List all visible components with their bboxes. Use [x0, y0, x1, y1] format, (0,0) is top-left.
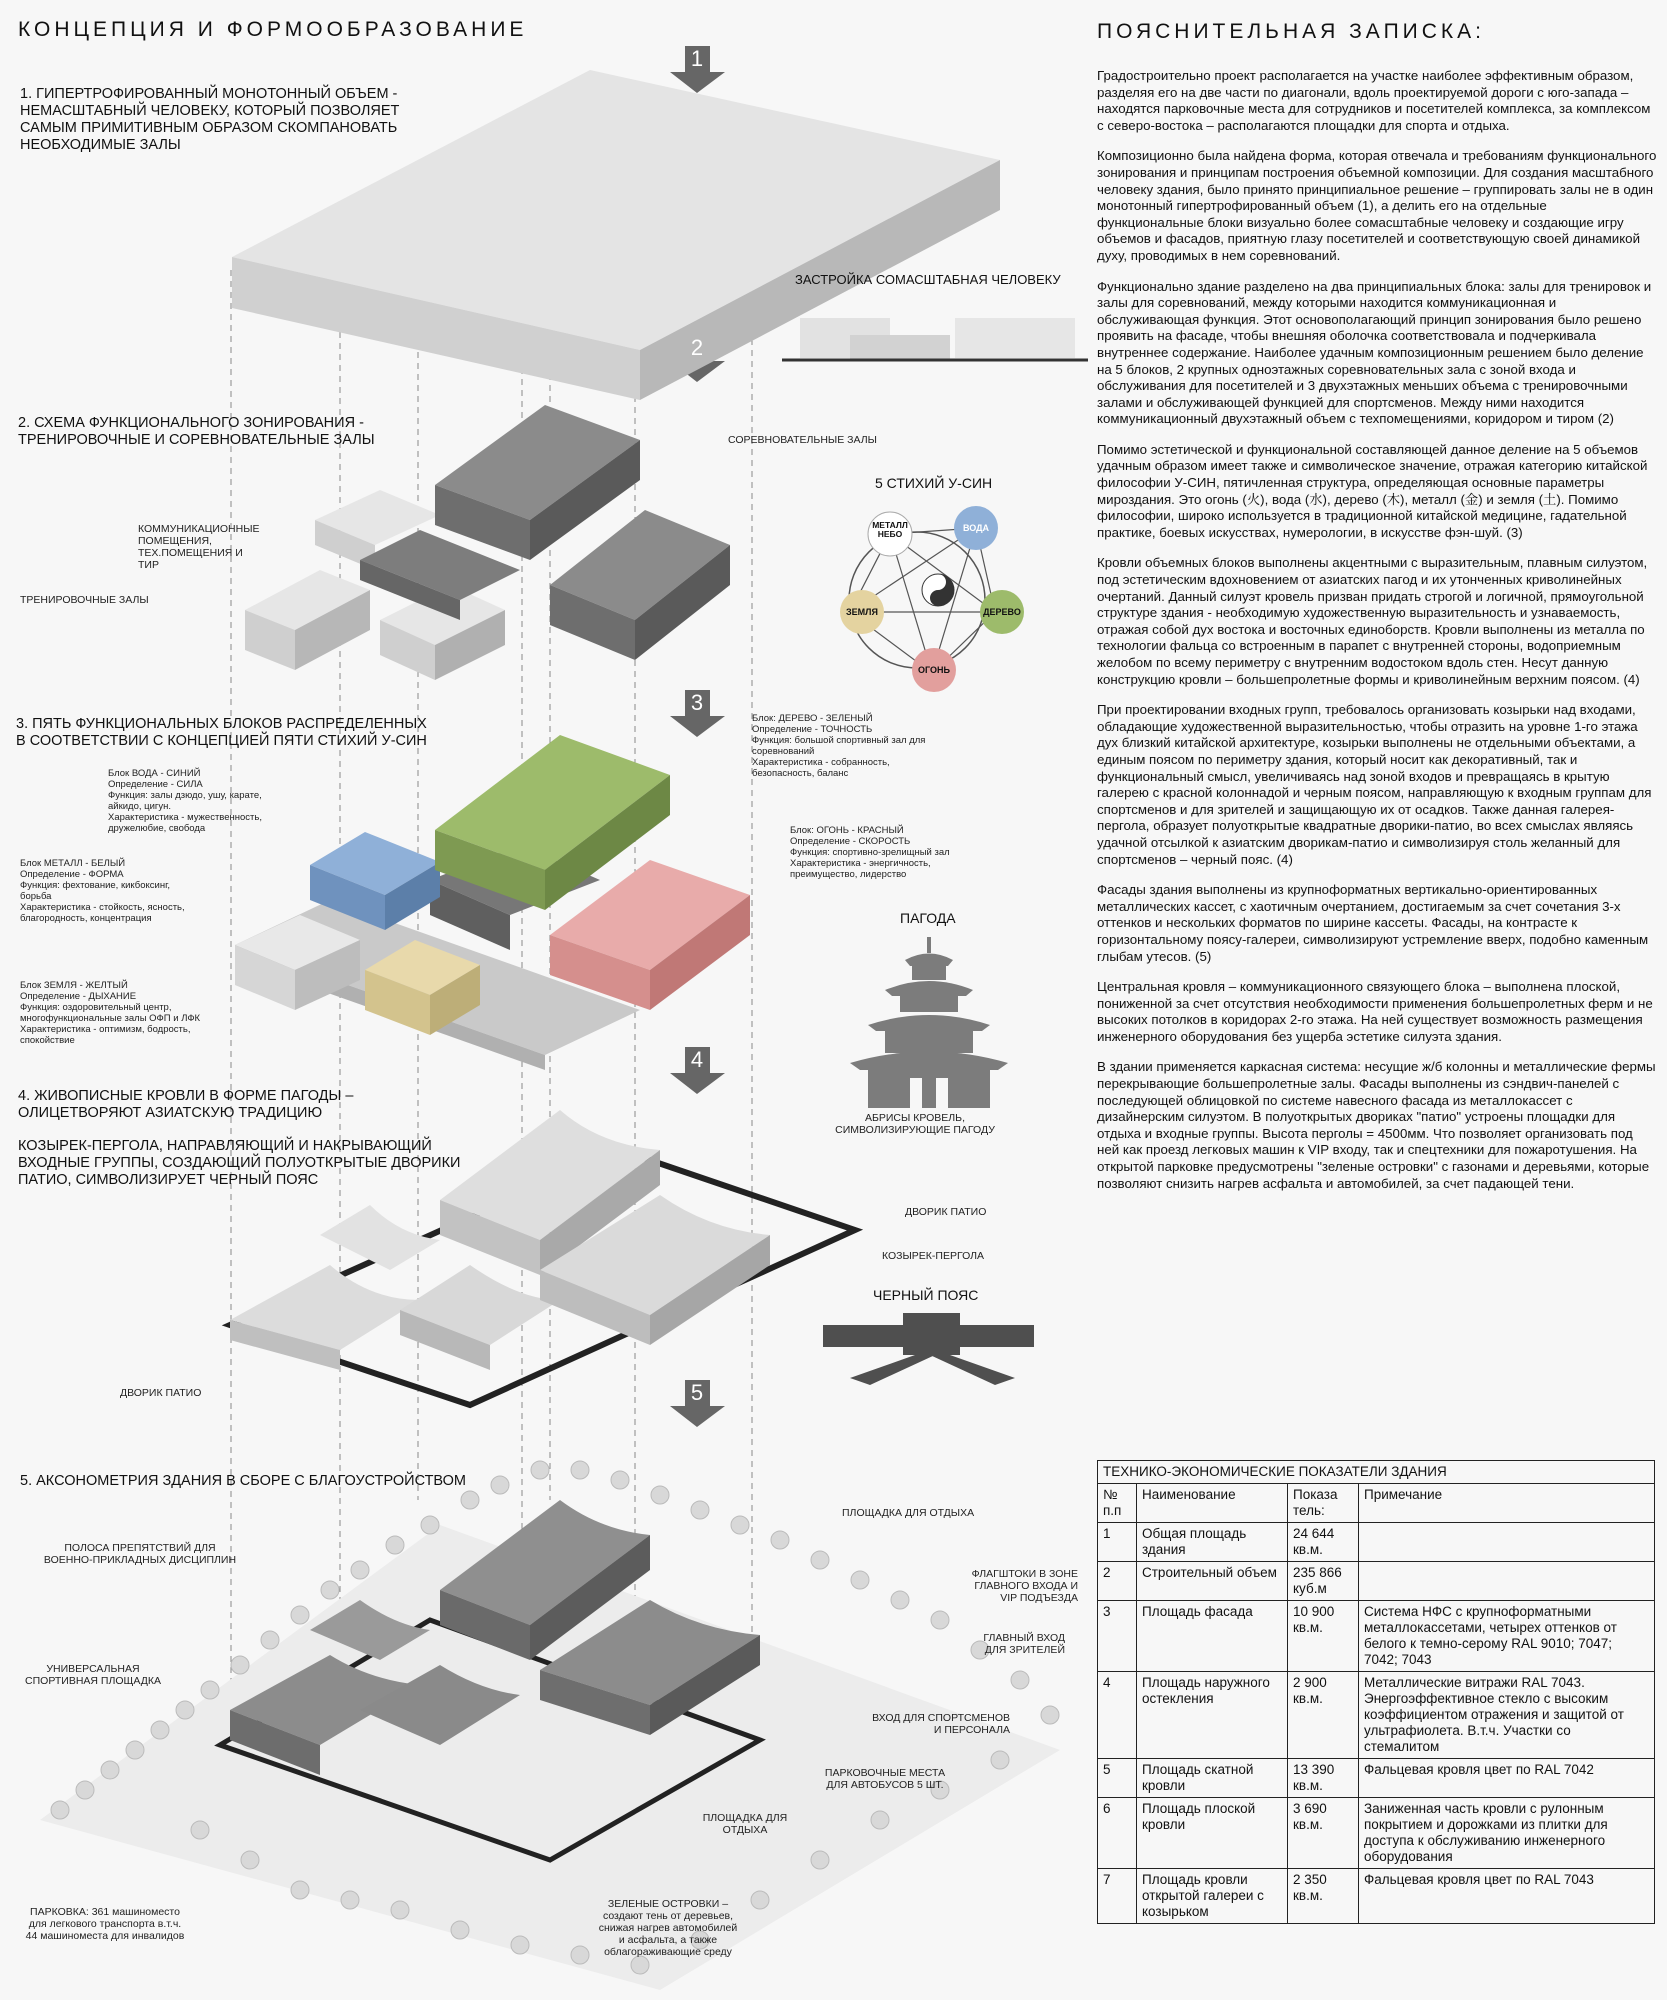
- table-row: [1098, 1759, 1655, 1798]
- table-header: Примечание: [1359, 1484, 1655, 1523]
- table-cell: Площадь наружного остекления: [1137, 1672, 1288, 1759]
- table-cell: 2: [1098, 1562, 1137, 1601]
- table-cell: 3 690 кв.м.: [1288, 1798, 1359, 1869]
- table-cell: 2 900 кв.м.: [1288, 1672, 1359, 1759]
- label-rest-area-1: ПЛОЩАДКА ДЛЯ ОТДЫХА: [842, 1507, 975, 1519]
- step5-caption: 5. АКСОНОМЕТРИЯ ЗДАНИЯ В СБОРЕ С БЛАГОУСТРОЙСТВОМ: [20, 1473, 466, 1489]
- table-cell: Система НФС с крупноформатными металлокассетами, четырех оттенков от белого к темно-серому RAL 9010; 7047; 7042; 7043: [1359, 1601, 1655, 1672]
- table-row: [1098, 1869, 1655, 1924]
- label-obstacle-course: ПОЛОСА ПРЕПЯТСТВИЙ ДЛЯ ВОЕННО-ПРИКЛАДНЫХ ДИСЦИПЛИН: [43, 1542, 237, 1566]
- step1-caption: 1. ГИПЕРТРОФИРОВАННЫЙ МОНОТОННЫЙ ОБЪЕМ - НЕМАСШТАБНЫЙ ЧЕЛОВЕКУ, КОТОРЫЙ ПОЗВОЛЯЕТ САМЫМ ПРИМИТИВНЫМ ОБРАЗОМ СКОМПАНОВАТЬ НЕОБХОДИМЫЕ ЗАЛЫ: [20, 86, 400, 153]
- note-paragraph-5: Кровли объемных блоков выполнены акцентными с выразительным, плавным силуэтом, под эстетическим вдохновением от азиатских пагод и их утонченных криволинейных очертаний. Данный силуэт кровель призван придать строгой и логичной, прямоугольной структуре здания - необходимую художественную выразительность и узнаваемость, отражая собой дух востока и восточных единоборств. Кровли выполнены из металла по технологии фальца со встроенным в парапет с внутренней стороны, водоприемным желобом по всему периметру с внутренним водостоком вдоль стен. Несут данную конструкцию кровли – большепролетные формы и криволинейным верхним поясом. (4): [1097, 555, 1648, 687]
- table-row: [1098, 1672, 1655, 1759]
- note-paragraph-4: Помимо эстетической и функциональной составляющей данное деление на 5 объемов удачным образом имеет также и символическое значение, отражая категорию китайской философии У-СИН, пятичленная структура, определяющая основные параметры мироздания. Это огонь (火), вода (水), дерево (木), металл (金) и земля (土). Помимо философии, широко используется в традиционной китайской медицине, гадательной практике, боевых искусствах, нумерологии, в искусстве фэн-шуй. (3): [1097, 441, 1648, 540]
- table-cell: Площадь скатной кровли: [1137, 1759, 1288, 1798]
- table-cell: 2 350 кв.м.: [1288, 1869, 1359, 1924]
- label-parking: ПАРКОВКА: 361 машиноместо для легкового транспорта в.т.ч. 44 машиноместа для инвалидов: [25, 1906, 185, 1942]
- label-main-entry: ГЛАВНЫЙ ВХОД ДЛЯ ЗРИТЕЛЕЙ: [983, 1632, 1065, 1656]
- pagoda-icon: [850, 937, 1008, 1108]
- table-header: Показа тель:: [1288, 1484, 1359, 1523]
- table-cell: Площадь кровли открытой галереи с козырьком: [1137, 1869, 1288, 1924]
- black-belt-icon: [823, 1313, 1034, 1385]
- table-cell: 3: [1098, 1601, 1137, 1672]
- note-paragraph-2: Композиционно была найдена форма, которая отвечала и требованиям функционального зонирования и принципам построения объемной композиции. Для создания масштабного человеку здания, было принято принципиальное решение – группировать залы не в один монотонный гипертрофированный объем (1), а делить его на отдельные функциональные блоки визуально более сомасштабные человеку и создающие игру объемов и фасадов, приятную глазу посетителей и соответствующую своей динамикой духу, проводимых в нем соревнований.: [1097, 148, 1657, 263]
- table-cell: Общая площадь здания: [1137, 1523, 1288, 1562]
- pagoda-caption: ПАГОДА: [900, 910, 956, 926]
- label-flagpoles: ФЛАГШТОКИ В ЗОНЕ ГЛАВНОГО ВХОДА И VIP ПОДЪЕЗДА: [971, 1568, 1078, 1604]
- table-cell: Строительный объем: [1137, 1562, 1288, 1601]
- table-cell: 4: [1098, 1672, 1137, 1759]
- step4-pergola-caption: КОЗЫРЕК-ПЕРГОЛА, НАПРАВЛЯЮЩИЙ И НАКРЫВАЮЩИЙ ВХОДНЫЕ ГРУППЫ, СОЗДАЮЩИЙ ПОЛУОТКРЫТЫЕ ДВОРИКИ ПАТИО, СИМВОЛИЗИРУЕТ ЧЕРНЫЙ ПОЯС: [18, 1138, 461, 1188]
- step-number-3: 3: [690, 690, 704, 715]
- table-cell: Фальцевая кровля цвет по RAL 7042: [1359, 1759, 1655, 1798]
- table-cell: Площадь фасада: [1137, 1601, 1288, 1672]
- table-row: [1098, 1523, 1655, 1562]
- table-cell: 5: [1098, 1759, 1137, 1798]
- block-metal-desc: Блок МЕТАЛЛ - БЕЛЫЙ Определение - ФОРМА Функция: фехтование, кикбоксинг, борьба Характеристика - стойкость, ясность, благородность, концентрация: [20, 858, 185, 924]
- wuxing-metal-label: МЕТАЛЛ НЕБО: [872, 520, 908, 539]
- step-number-2: 2: [690, 335, 704, 360]
- table-header-row: [1098, 1484, 1655, 1523]
- table-title: ТЕХНИКО-ЭКОНОМИЧЕСКИЕ ПОКАЗАТЕЛИ ЗДАНИЯ: [1098, 1461, 1655, 1484]
- block-water-desc: Блок ВОДА - СИНИЙ Определение - СИЛА Функция: залы дзюдо, ушу, карате, айкидо, цигун. Характеристика - мужественность, дружелюбие, свобода: [108, 768, 262, 834]
- table-cell: 10 900 кв.м.: [1288, 1601, 1359, 1672]
- table-row: [1098, 1601, 1655, 1672]
- step-number-5: 5: [690, 1380, 704, 1405]
- label-training-halls: ТРЕНИРОВОЧНЫЕ ЗАЛЫ: [20, 594, 149, 606]
- label-patio-2: ДВОРИК ПАТИО: [120, 1387, 202, 1399]
- step-number-1: 1: [690, 46, 704, 71]
- note-paragraph-1: Градостроительно проект располагается на участке наиболее эффективным образом, разделяя его на две части по диагонали, вдоль проектируемой дороги с юго-запада – находятся парковочные места для сотрудников и посетителей комплекса, за комплексом с северо-востока – располагаются площадки для спорта и отдыха.: [1097, 68, 1651, 133]
- table-cell: 235 866 куб.м: [1288, 1562, 1359, 1601]
- table-row: [1098, 1798, 1655, 1869]
- label-universal-ground: УНИВЕРСАЛЬНАЯ СПОРТИВНАЯ ПЛОЩАДКА: [25, 1663, 161, 1687]
- table-cell: Фальцевая кровля цвет по RAL 7043: [1359, 1869, 1655, 1924]
- table-row: [1098, 1562, 1655, 1601]
- block-wood-desc: Блок: ДЕРЕВО - ЗЕЛЕНЫЙ Определение - ТОЧНОСТЬ Функция: большой спортивный зал для соревнований Характеристика - собранность, безопасность, баланс: [752, 713, 926, 779]
- tech-economic-table: [1097, 1460, 1655, 1924]
- table-cell: Металлические витражи RAL 7043. Энергоэффективное стекло с высоким коэффициентом отражения и защитой от ультрафиолета. В.т.ч. Участки со стемалитом: [1359, 1672, 1655, 1759]
- table-cell: Площадь плоской кровли: [1137, 1798, 1288, 1869]
- wuxing-fire-label: ОГОНЬ: [918, 665, 950, 675]
- note-paragraph-3: Функционально здание разделено на два принципиальных блока: залы для тренировок и залы для соревнований, между которыми находится коммуникационная и обслуживающая функция. Этот основополагающий принцип зонирования было решено проявить на фасаде, чтобы внешняя оболочка соответствовала и подчеркивала внутреннее содержание. Наиболее удачным композиционным решением было деление на 5 блоков, 2 крупных одноэтажных соревновательных зала с зоной входа и обслуживания для посетителей и 3 двухэтажных меньших объема с тренировочными залами и обслуживающей функцией для спортсменов. Между ними находится коммуникационный двухэтажный объем с техпомещениями, коридором и тиром (2): [1097, 278, 1652, 427]
- step2-caption: 2. СХЕМА ФУНКЦИОНАЛЬНОГО ЗОНИРОВАНИЯ - ТРЕНИРОВОЧНЫЕ И СОРЕВНОВАТЕЛЬНЫЕ ЗАЛЫ: [18, 415, 375, 448]
- block-earth-desc: Блок ЗЕМЛЯ - ЖЕЛТЫЙ Определение - ДЫХАНИЕ Функция: оздоровительный центр, многофункциональные залы ОФП и ЛФК Характеристика - оптимизм, бодрость, спокойствие: [20, 980, 201, 1046]
- table-header: Наименование: [1137, 1484, 1288, 1523]
- wuxing-water-label: ВОДА: [962, 523, 990, 533]
- table-cell: 13 390 кв.м.: [1288, 1759, 1359, 1798]
- label-communication: КОММУНИКАЦИОННЫЕ ПОМЕЩЕНИЯ, ТЕХ.ПОМЕЩЕНИЯ И ТИР: [138, 523, 260, 571]
- table-cell: 6: [1098, 1798, 1137, 1869]
- label-competition-halls: СОРЕВНОВАТЕЛЬНЫЕ ЗАЛЫ: [728, 434, 877, 446]
- table-cell: 1: [1098, 1523, 1137, 1562]
- label-roof-outlines: АБРИСЫ КРОВЕЛЬ, СИМВОЛИЗИРУЮЩИЕ ПАГОДУ: [835, 1112, 995, 1136]
- table-cell: 7: [1098, 1869, 1137, 1924]
- five-blocks: [235, 735, 750, 1070]
- scale-caption: ЗАСТРОЙКА СОМАСШТАБНАЯ ЧЕЛОВЕКУ: [795, 272, 1061, 287]
- note-paragraph-8: Центральная кровля – коммуникационного связующего блока – выполнена плоской, пониженной за счет отсутствия необходимости применения большепролетных ферм и не высоких потолков в коридорах 2-го этажа. На ней существует возможность размещения инженерного оборудования без ущерба эстетике силуэта здания.: [1097, 979, 1653, 1044]
- table-header: № п.п: [1098, 1484, 1137, 1523]
- wuxing-earth-label: ЗЕМЛЯ: [846, 607, 878, 617]
- label-staff-entry: ВХОД ДЛЯ СПОРТСМЕНОВ И ПЕРСОНАЛА: [872, 1712, 1010, 1736]
- label-green-islands: ЗЕЛЕНЫЕ ОСТРОВКИ – создают тень от деревьев, снижая нагрев автомобилей и асфальта, а также облагораживающие среду: [598, 1898, 738, 1958]
- label-patio-1: ДВОРИК ПАТИО: [905, 1206, 987, 1218]
- label-rest-area-2: ПЛОЩАДКА ДЛЯ ОТДЫХА: [702, 1812, 788, 1836]
- block-fire-desc: Блок: ОГОНЬ - КРАСНЫЙ Определение - СКОРОСТЬ Функция: спортивно-зрелищный зал Характеристика - энергичность, преимущество, лидерство: [790, 825, 950, 880]
- step3-caption: 3. ПЯТЬ ФУНКЦИОНАЛЬНЫХ БЛОКОВ РАСПРЕДЕЛЕННЫХ В СООТВЕТСТВИИ С КОНЦЕПЦИЕЙ ПЯТИ СТИХИЙ У-СИН: [16, 716, 427, 749]
- explanatory-note: [1097, 68, 1657, 1206]
- label-bus-parking: ПАРКОВОЧНЫЕ МЕСТА ДЛЯ АВТОБУСОВ 5 ШТ.: [824, 1767, 946, 1791]
- label-pergola: КОЗЫРЕК-ПЕРГОЛА: [882, 1250, 985, 1262]
- table-cell: 24 644 кв.м.: [1288, 1523, 1359, 1562]
- left-title: КОНЦЕПЦИЯ И ФОРМООБРАЗОВАНИЕ: [18, 18, 528, 41]
- note-paragraph-6: При проектировании входных групп, требовалось организовать козырьки над входами, обладающие художественной выразительностью, чтобы отразить на уровне 1-го этажа дух близкий китайской архитектуре, козырьки выполнены не отдельными объектами, а единым поясом по периметру здания, который носит как декоративный, так и функциональный смысл, увеличиваясь над зоной входов и превращаясь в крытую галерею с красной колоннадой и черным поясом, направляющую к входным группам для спортсменов и для зрителей и защищающую их от осадков. Также данная галерея-пергола, образует полуоткрытые квадратные дворики-патио, во всех смыслах являясь удачной отсылкой к азиатским дворикам-патио и символизируя столь желанный для спортсменов – черный пояс. (4): [1097, 702, 1652, 867]
- note-paragraph-7: Фасады здания выполнены из крупноформатных вертикально-ориентированных металлических кассет, с хаотичным очертанием, достигаемым за счет сочетания 3-х оттенков и нескольких форматов по ширине кассеты. Фасады, на контрасте к горизонтальному поясу-галереи, символизируют устремление вверх, подобно каменным глыбам утесов. (5): [1097, 882, 1649, 964]
- step-number-4: 4: [690, 1047, 704, 1072]
- table-cell: [1359, 1523, 1655, 1562]
- human-scale-sketch: [782, 318, 1088, 360]
- table-cell: [1359, 1562, 1655, 1601]
- note-paragraph-9: В здании применяется каркасная система: несущие ж/б колонны и металлические фермы перекрывающие большепролетные залы. Фасады выполнены из сэндвич-панелей с последующей облицовкой по системе навесного фасада из металлокассет с дизайнерским силуэтом. В полуоткрытых двориках "патио" устроены площадки для отдыха и входные группы. Высота перголы = 4500мм. Что позволяет организовать под ней как проезд легковых машин к VIP входу, так и спецтехники для пожаротушения. На открытой парковке предусмотрены "зеленые островки" с газонами и деревьями, которые позволяют снизить нагрев асфальта и автомобилей, за счет падающей тени.: [1097, 1059, 1656, 1191]
- wuxing-title: 5 СТИХИЙ У-СИН: [875, 475, 993, 491]
- right-title: ПОЯСНИТЕЛЬНАЯ ЗАПИСКА:: [1097, 20, 1486, 43]
- table-cell: Заниженная часть кровли с рулонным покрытием и дорожками из плитки для доступа к обслуживанию инженерного оборудования: [1359, 1798, 1655, 1869]
- step4-caption: 4. ЖИВОПИСНЫЕ КРОВЛИ В ФОРМЕ ПАГОДЫ – ОЛИЦЕТВОРЯЮТ АЗИАТСКУЮ ТРАДИЦИЮ: [18, 1088, 354, 1121]
- wuxing-wood-label: ДЕРЕВО: [983, 607, 1021, 617]
- belt-caption: ЧЕРНЫЙ ПОЯС: [873, 1287, 979, 1303]
